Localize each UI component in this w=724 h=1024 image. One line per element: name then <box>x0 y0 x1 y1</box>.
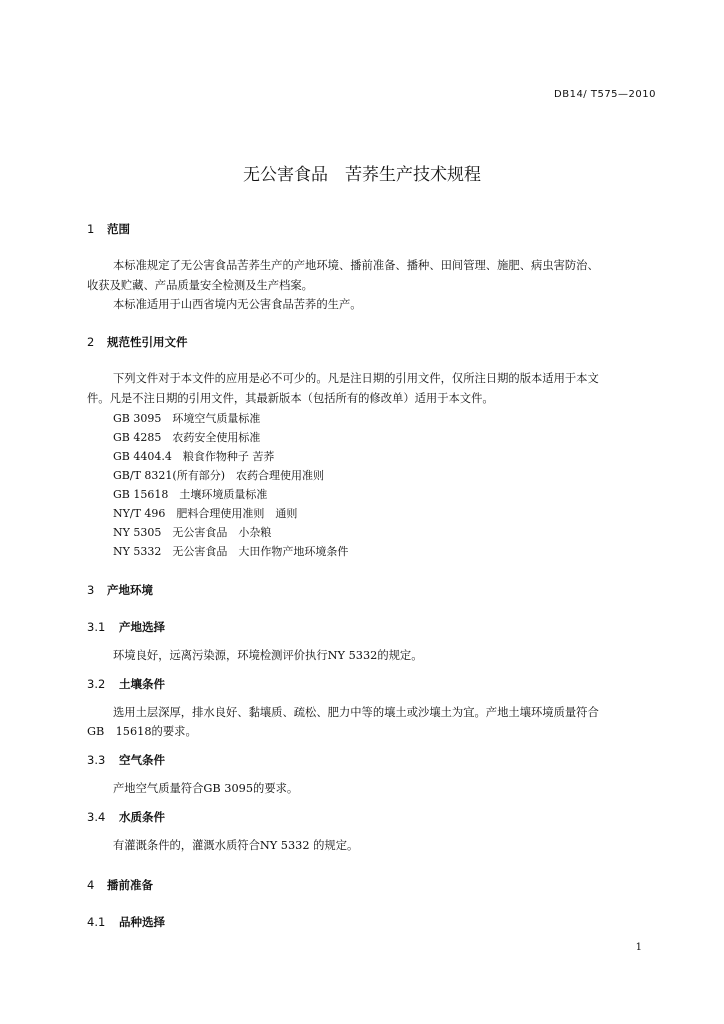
section-3-4-heading <box>87 809 165 825</box>
section-4-heading <box>87 877 153 893</box>
scope-paragraph-2: 本标准适用于山西省境内无公害食品苦荞的生产。 <box>113 298 362 311</box>
scope-paragraph-1-line-1: 本标准规定了无公害食品苦荞生产的产地环境、播前准备、播种、田间管理、施肥、病虫害防治、 <box>113 259 599 272</box>
section-title: 空气条件 <box>119 753 165 767</box>
section-title: 水质条件 <box>119 810 165 824</box>
scope-paragraph-1-line-2: 收获及贮藏、产品质量安全检测及生产档案。 <box>87 279 313 292</box>
references-intro-line-2: 件。凡是不注日期的引用文件，其最新版本（包括所有的修改单）适用于本文件。 <box>87 392 494 405</box>
reference-item: GB 4404.4 粮食作物种子 苦荞 <box>113 450 275 463</box>
section-title: 范围 <box>107 222 130 236</box>
reference-item: GB 4285 农药安全使用标准 <box>113 431 261 444</box>
section-title: 规范性引用文件 <box>107 335 188 349</box>
section-title: 品种选择 <box>119 915 165 929</box>
section-2-heading <box>87 334 188 350</box>
section-number: 3.1 <box>87 620 106 634</box>
section-number: 3.2 <box>87 677 106 691</box>
section-number: 3.3 <box>87 753 106 767</box>
air-paragraph: 产地空气质量符合GB 3095的要求。 <box>113 782 299 795</box>
water-paragraph: 有灌溉条件的，灌溉水质符合NY 5332 的规定。 <box>113 839 359 852</box>
reference-item: NY 5305 无公害食品 小杂粮 <box>113 526 272 539</box>
section-title: 播前准备 <box>107 878 153 892</box>
section-number: 1 <box>87 222 95 236</box>
section-title: 土壤条件 <box>119 677 165 691</box>
reference-item: GB 3095 环境空气质量标准 <box>113 412 261 425</box>
reference-item: GB/T 8321(所有部分) 农药合理使用准则 <box>113 469 324 482</box>
document-title: 无公害食品 苦荞生产技术规程 <box>243 165 481 185</box>
page-number: 1 <box>635 942 642 953</box>
soil-paragraph-line-1: 选用土层深厚，排水良好、黏壤质、疏松、肥力中等的壤土或沙壤土为宜。产地土壤环境质量符合 <box>113 706 599 719</box>
section-4-1-heading <box>87 914 165 930</box>
section-number: 3.4 <box>87 810 106 824</box>
section-title: 产地选择 <box>119 620 165 634</box>
section-3-3-heading <box>87 752 165 768</box>
section-3-2-heading <box>87 676 165 692</box>
references-intro-line-1: 下列文件对于本文件的应用是必不可少的。凡是注日期的引用文件，仅所注日期的版本适用于本文 <box>113 372 599 385</box>
section-number: 3 <box>87 583 95 597</box>
section-1-heading <box>87 221 130 237</box>
section-title: 产地环境 <box>107 583 153 597</box>
reference-item: GB 15618 土壤环境质量标准 <box>113 488 268 501</box>
section-3-1-heading <box>87 619 165 635</box>
section-number: 4 <box>87 878 95 892</box>
soil-paragraph-line-2: GB 15618的要求。 <box>87 725 197 738</box>
reference-item: NY/T 496 肥料合理使用准则 通则 <box>113 507 298 520</box>
section-number: 2 <box>87 335 95 349</box>
section-number: 4.1 <box>87 915 106 929</box>
reference-item: NY 5332 无公害食品 大田作物产地环境条件 <box>113 545 349 558</box>
section-3-heading <box>87 582 153 598</box>
standard-code: DB14/ T575—2010 <box>554 89 656 100</box>
site-selection-paragraph: 环境良好，远离污染源，环境检测评价执行NY 5332的规定。 <box>113 649 423 662</box>
